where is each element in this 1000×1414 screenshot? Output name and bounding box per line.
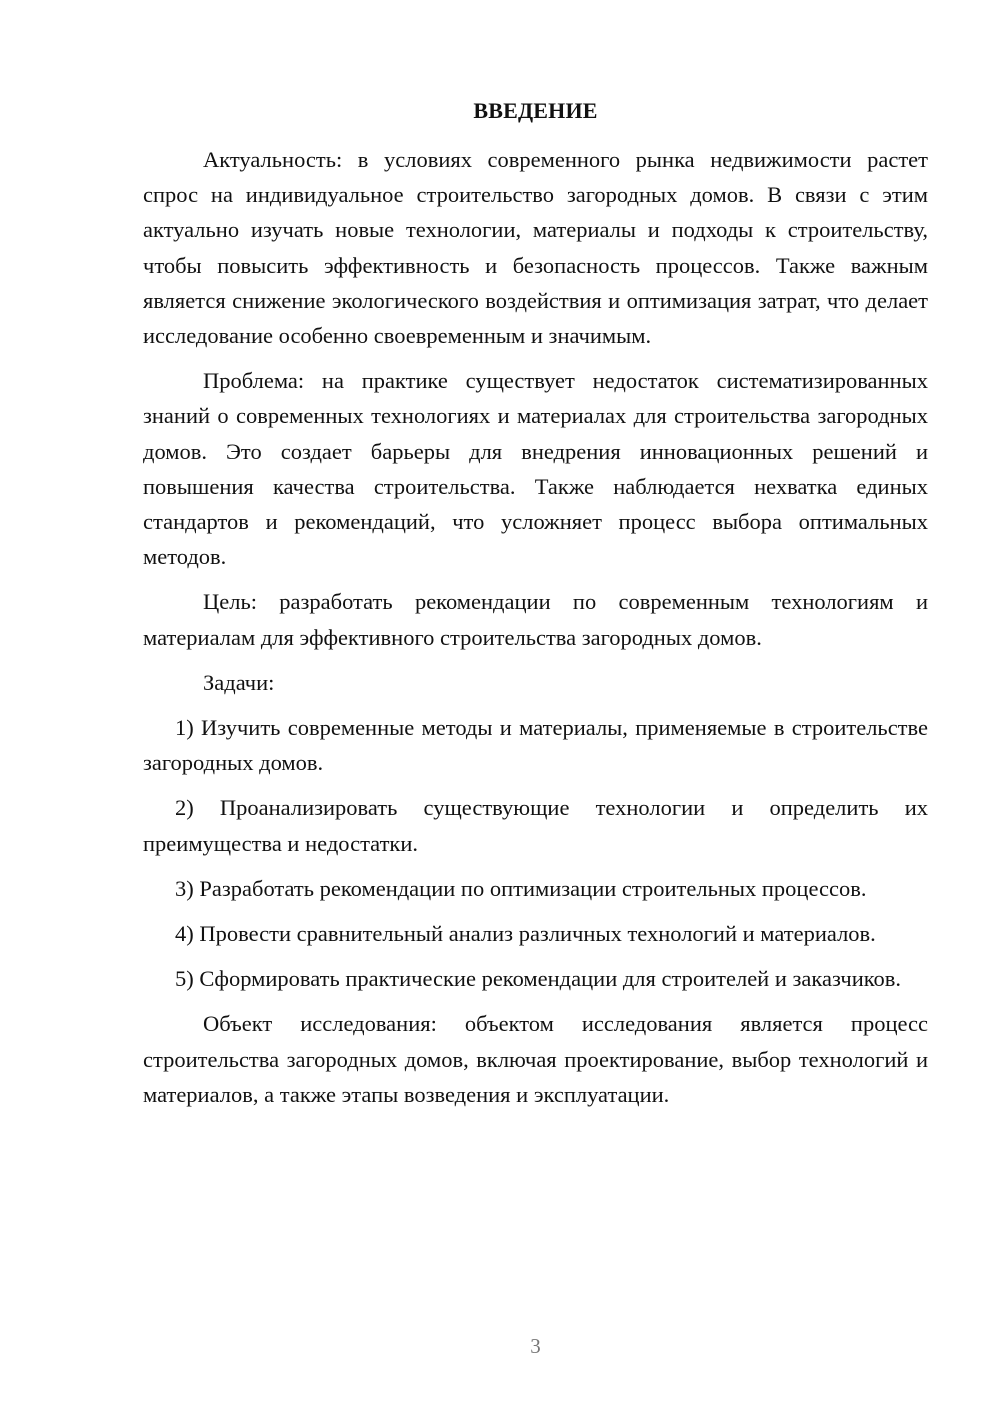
document-body	[143, 142, 928, 1122]
relevance-paragraph: Актуальность: в условиях современного рынка недвижимости растет спрос на индивидуальное строительство загородных домов. В связи с этим актуально изучать новые технологии, материалы и подходы к строительству, чтобы повысить эффективность и безопасность процессов. Также важным является снижение экологического воздействия и оптимизация затрат, что делает исследование особенно своевременным и значимым.	[143, 147, 928, 349]
goal-paragraph: Цель: разработать рекомендации по современным технологиям и материалам для эффективного строительства загородных домов.	[143, 589, 928, 650]
page-number: 3	[530, 1334, 541, 1358]
task-item-4: 4) Провести сравнительный анализ различных технологий и материалов.	[175, 921, 876, 947]
task-item-2: 2) Проанализировать существующие технологии и определить их преимущества и недостатки.	[143, 795, 928, 856]
task-item-1: 1) Изучить современные методы и материалы, применяемые в строительстве загородных домов.	[143, 715, 928, 776]
tasks-label: Задачи:	[203, 669, 275, 695]
problem-paragraph: Проблема: на практике существует недостаток систематизированных знаний о современных технологиях и материалах для строительства загородных домов. Это создает барьеры для внедрения инновационных решений и повышения качества строительства. Также наблюдается нехватка единых стандартов и рекомендаций, что усложняет процесс выбора оптимальных методов.	[143, 368, 928, 570]
document-page	[143, 0, 928, 1414]
page-title: ВВЕДЕНИЕ	[473, 98, 598, 123]
task-item-3: 3) Разработать рекомендации по оптимизации строительных процессов.	[175, 875, 867, 901]
task-item-5: 5) Сформировать практические рекомендации для строителей и заказчиков.	[175, 966, 902, 992]
object-paragraph: Объект исследования: объектом исследования является процесс строительства загородных домов, включая проектирование, выбор технологий и материалов, а также этапы возведения и эксплуатации.	[143, 1011, 928, 1107]
